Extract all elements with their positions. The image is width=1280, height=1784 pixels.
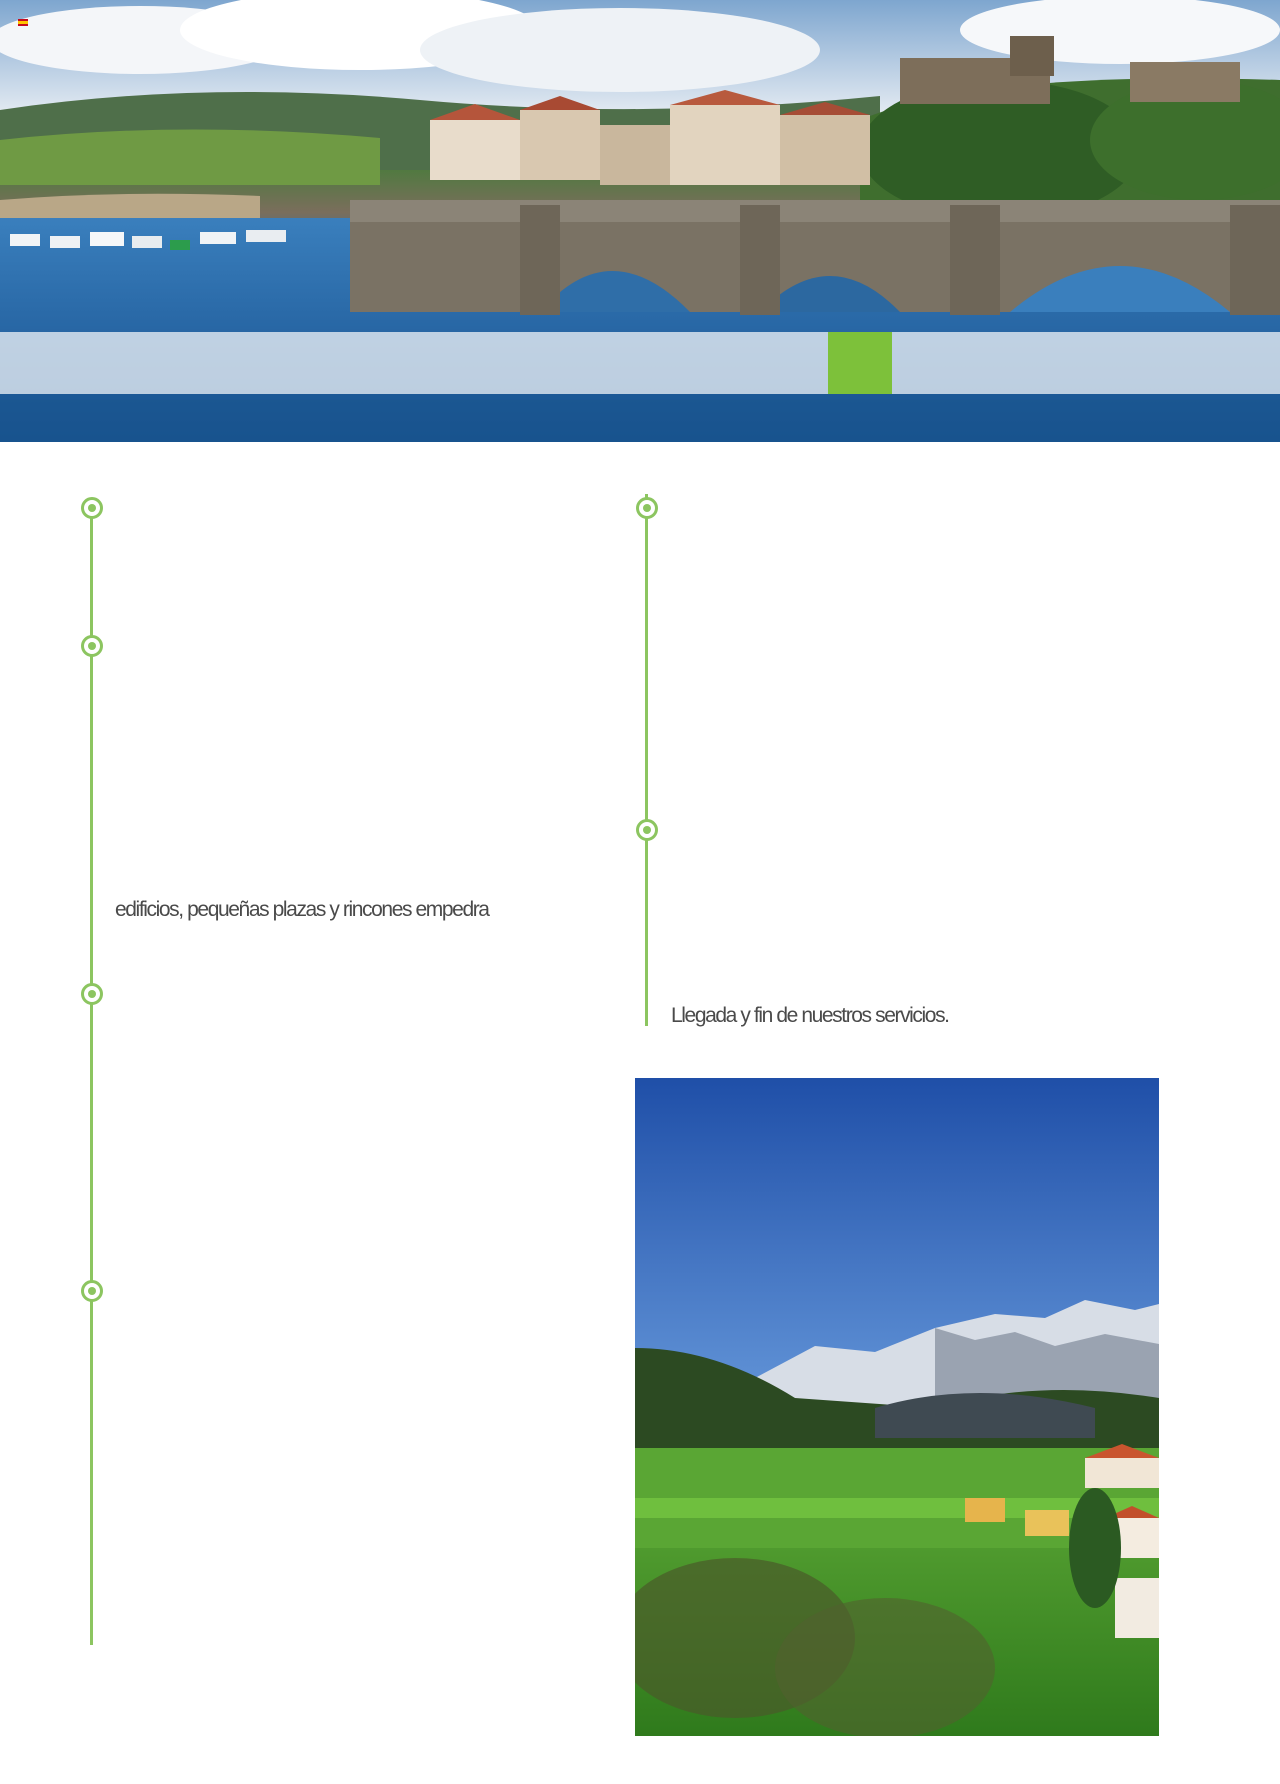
timeline-right-dot-1 [636, 497, 658, 519]
timeline-left-dot-2 [81, 635, 103, 657]
hero-accent-block [828, 332, 892, 394]
timeline-right-step-text: Llegada y fin de nuestros servicios. [671, 1004, 949, 1027]
timeline-left-step-text: edificios, pequeñas plazas y rincones empedra [115, 898, 489, 921]
timeline-left-dot-4 [81, 1280, 103, 1302]
landscape-illustration [635, 1078, 1159, 1736]
timeline-right-line [645, 494, 648, 1026]
header-hero-image [0, 0, 1280, 442]
spanish-flag-icon[interactable] [18, 19, 28, 26]
hero-title-band [0, 332, 1280, 394]
timeline-left-dot-3 [81, 983, 103, 1005]
timeline-right-dot-2 [636, 819, 658, 841]
timeline-left-dot-1 [81, 497, 103, 519]
timeline-left-line [90, 500, 93, 1645]
mountain-valley-village-photo [635, 1078, 1159, 1736]
